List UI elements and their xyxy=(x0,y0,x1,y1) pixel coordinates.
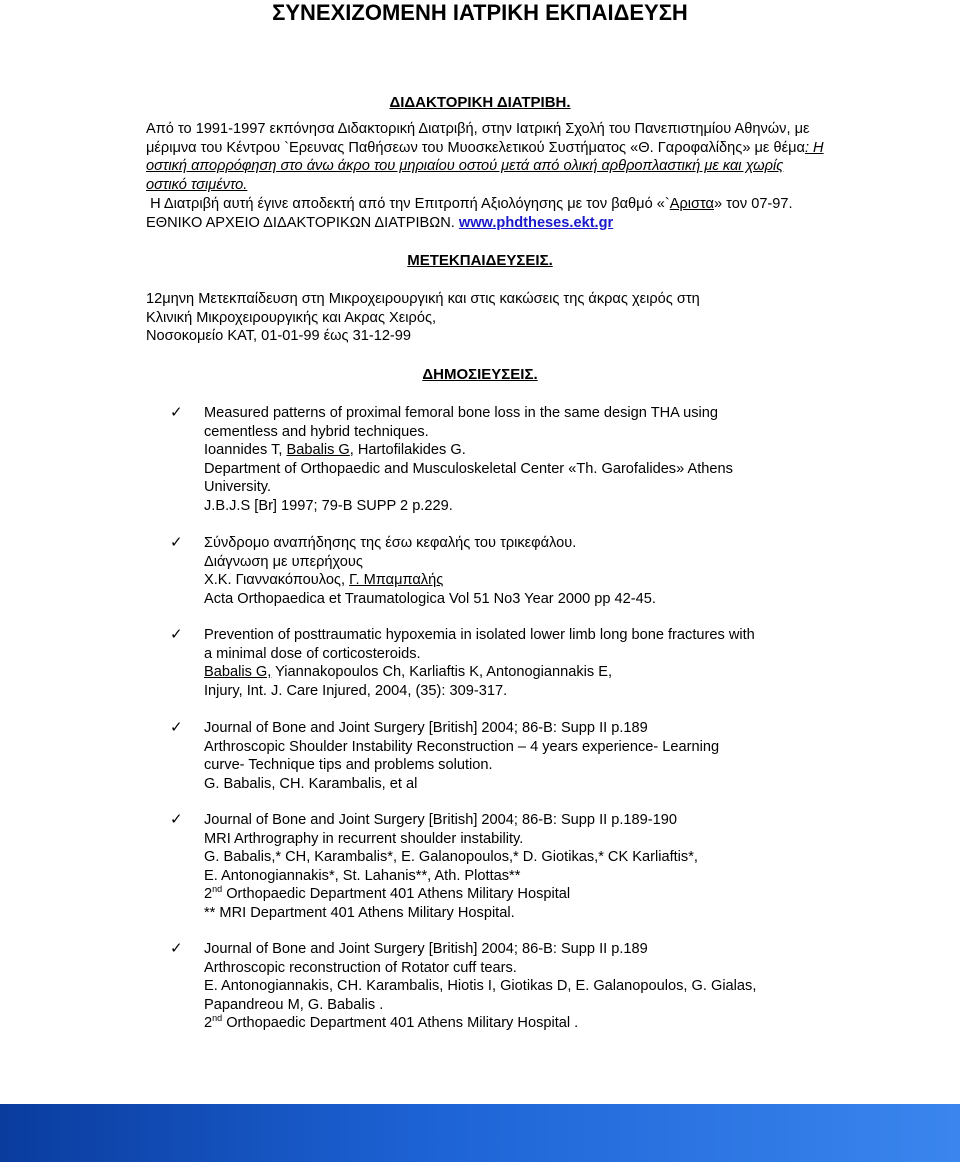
thesis-paragraph xyxy=(146,120,826,194)
pub-title: Prevention of posttraumatic hypoxemia in isolated lower limb long bone fractures with xyxy=(204,627,755,643)
pub-authors: E. Antonogiannakis*, St. Lahanis**, Ath. Plottas** xyxy=(204,867,521,884)
pub-affiliation xyxy=(204,1014,830,1033)
affiliation-text: Orthopaedic Department 401 Athens Military Hospital xyxy=(222,886,571,903)
publication-item xyxy=(170,940,830,1033)
phdtheses-link[interactable]: www.phdtheses.ekt.gr xyxy=(458,214,614,231)
pub-authors xyxy=(204,663,830,682)
pub-author-highlight: Babalis G, xyxy=(204,664,272,681)
ordinal-suffix: nd xyxy=(212,884,223,895)
training-line: 12μηνη Μετεκπαίδευση στη Μικροχειρουργική και στις κακώσεις της άκρας χειρός στη xyxy=(146,291,700,307)
checkmark-icon: ✓ xyxy=(170,626,183,643)
training-heading: ΜΕΤΕΚΠΑΙΔΕΥΣΕΙΣ. xyxy=(407,252,553,269)
checkmark-icon: ✓ xyxy=(170,719,183,736)
pub-author: , Hartofilakides G. xyxy=(349,442,466,459)
thesis-text: Από το 1991-1997 εκπόνησα Διδακτορική Διατριβή, στην Ιατρική Σχολή του Πανεπιστημίου Αθηνών, με μέριμνα του Κέντρου `Ερευνας Παθήσεων του Μυοσκελετικού Συστήματος «Θ. Γαροφαλίδης» με θέμα xyxy=(146,121,810,156)
pub-author: Yiannakopoulos Ch, Karliaftis K, Antonogiannakis E, xyxy=(271,664,613,681)
pub-journal: Journal of Bone and Joint Surgery [British] 2004; 86-B: Supp II p.189 xyxy=(204,941,648,957)
publication-item xyxy=(170,404,830,516)
pub-authors: E. Antonogiannakis, CH. Karambalis, Hiotis I, Giotikas D, E. Galanopoulos, G. Gialas, xyxy=(204,978,757,995)
checkmark-icon: ✓ xyxy=(170,940,183,957)
training-line: Κλινική Μικροχειρουργικής και Ακρας Χειρός, xyxy=(146,309,437,326)
pub-journal: Journal of Bone and Joint Surgery [British] 2004; 86-B: Supp II p.189 xyxy=(204,720,648,736)
publication-item xyxy=(170,811,830,923)
pub-journal: Injury, Int. J. Care Injured, 2004, (35): 309-317. xyxy=(204,682,508,699)
pub-author: Χ.Κ. Γιαννακόπουλος, xyxy=(204,572,350,589)
pub-authors: Papandreou M, G. Babalis . xyxy=(204,996,384,1013)
archive-text: » τον 07-97. ΕΘΝΙΚΟ ΑΡΧΕΙΟ ΔΙΔΑΚΤΟΡΙΚΩΝ ΔΙΑΤΡΙΒΩΝ. xyxy=(146,196,793,231)
publication-item xyxy=(170,719,830,793)
pub-authors xyxy=(204,441,830,460)
pub-title: a minimal dose of corticosteroids. xyxy=(204,645,421,662)
ordinal-number: 2 xyxy=(204,886,213,903)
page-title: ΣΥΝΕΧΙΖΟΜΕΝΗ ΙΑΤΡΙΚΗ ΕΚΠΑΙΔΕΥΣΗ xyxy=(272,0,688,25)
pub-authors: G. Babalis, CH. Karambalis, et al xyxy=(204,775,418,792)
pub-author: Ioannides T, xyxy=(204,442,287,459)
grade: Αριστα xyxy=(669,196,714,212)
pub-title: Σύνδρομο αναπήδησης της έσω κεφαλής του τρικεφάλου. xyxy=(204,535,577,551)
training-paragraph xyxy=(146,290,826,346)
pub-journal: Acta Orthopaedica et Traumatologica Vol 51 No3 Year 2000 pp 42-45. xyxy=(204,590,656,607)
pub-affiliation: ** MRI Department 401 Athens Military Hospital. xyxy=(204,904,515,921)
checkmark-icon: ✓ xyxy=(170,404,183,421)
pub-author-highlight: Babalis G xyxy=(286,442,350,459)
pub-title: MRI Arthrography in recurrent shoulder instability. xyxy=(204,830,524,847)
pub-affiliation: University. xyxy=(204,479,272,496)
pub-journal: Journal of Bone and Joint Surgery [British] 2004; 86-B: Supp II p.189-190 xyxy=(204,812,677,828)
pub-journal: J.B.J.S [Br] 1997; 79-B SUPP 2 p.229. xyxy=(204,497,453,514)
publication-item xyxy=(170,626,830,700)
publications-heading: ΔΗΜΟΣΙΕΥΣΕΙΣ. xyxy=(422,366,538,383)
pub-title: Arthroscopic reconstruction of Rotator cuff tears. xyxy=(204,959,517,976)
pub-title: Measured patterns of proximal femoral bone loss in the same design THA using xyxy=(204,405,719,421)
pub-title: Arthroscopic Shoulder Instability Reconstruction – 4 years experience- Learning xyxy=(204,738,720,755)
footer-bar xyxy=(0,1104,960,1162)
acceptance-text: Η Διατριβή αυτή έγινε αποδεκτή από την Επιτροπή Αξιολόγησης με τον βαθμό «` xyxy=(150,196,670,212)
pub-title: curve- Technique tips and problems solution. xyxy=(204,757,493,774)
publication-item xyxy=(170,534,830,608)
pub-authors: G. Babalis,* CH, Karambalis*, E. Galanopoulos,* D. Giotikas,* CK Karliaftis*, xyxy=(204,849,698,866)
ordinal-number: 2 xyxy=(204,1015,213,1032)
training-line: Νοσοκομείο ΚΑΤ, 01-01-99 έως 31-12-99 xyxy=(146,328,412,345)
pub-title: cementless and hybrid techniques. xyxy=(204,423,429,440)
checkmark-icon: ✓ xyxy=(170,534,183,551)
thesis-acceptance xyxy=(146,195,826,232)
affiliation-text: Orthopaedic Department 401 Athens Military Hospital . xyxy=(222,1015,579,1032)
pub-affiliation: Department of Orthopaedic and Musculoskeletal Center «Th. Garofalides» Athens xyxy=(204,460,733,477)
pub-affiliation xyxy=(204,885,830,904)
thesis-heading: ΔΙΔΑΚΤΟΡΙΚΗ ΔΙΑΤΡΙΒΗ. xyxy=(389,94,571,111)
pub-authors xyxy=(204,571,830,590)
thesis-subject: : Η οστική απορρόφηση στο άνω άκρο του μηριαίου οστού μετά από ολική αρθροπλαστική με και χωρίς οστικό τσιμέντο. xyxy=(146,139,824,193)
pub-author-highlight: Γ. Μπαμπαλής xyxy=(349,572,444,589)
ordinal-suffix: nd xyxy=(212,1013,223,1024)
checkmark-icon: ✓ xyxy=(170,811,183,828)
pub-title: Διάγνωση με υπερήχους xyxy=(204,553,363,570)
